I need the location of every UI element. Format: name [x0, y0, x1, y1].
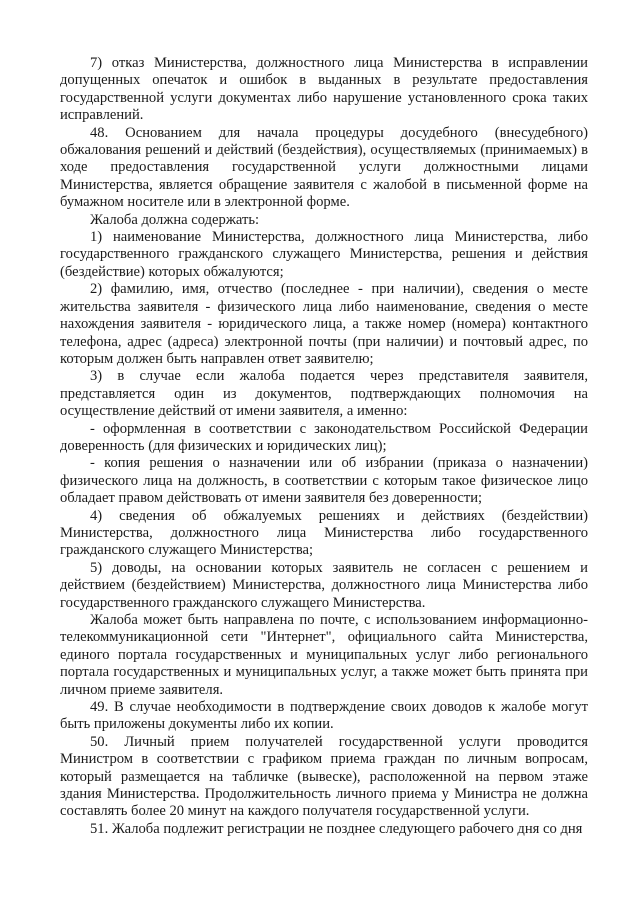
paragraph-item-3-representative: 3) в случае если жалоба подается через представителя заявителя, представляется один из документов, подтверждающих полномочия на осуществление действий от имени заявителя, а именно: — [60, 368, 588, 420]
paragraph-dash-power-of-attorney: - оформленная в соответствии с законодательством Российской Федерации доверенность (для физических и юридических лиц); — [60, 420, 588, 454]
paragraph-item-4-appealed-decisions: 4) сведения об обжалуемых решениях и действиях (бездействии) Министерства, должностного лица Министерства либо государственного гражданского служащего Министерства; — [60, 507, 588, 559]
paragraph-item-5-arguments: 5) доводы, на основании которых заявитель не согласен с решением и действием (бездействием) Министерства, должностного лица Министерства либо государственного гражданского служащего Министерства. — [60, 559, 588, 611]
paragraph-48-grounds: 48. Основанием для начала процедуры досудебного (внесудебного) обжалования решений и действий (бездействия), осуществляемых (принимаемых) в ходе предоставления государственной услуги должностными лицами Министерства, является обращение заявителя с жалобой в письменной форме на бумажном носителе или в электронной форме. — [60, 124, 588, 211]
paragraph-49-attachments: 49. В случае необходимости в подтверждение своих доводов к жалобе могут быть приложены документы либо их копии. — [60, 699, 588, 733]
document-page — [60, 55, 588, 838]
paragraph-complaint-contents-intro: Жалоба должна содержать: — [90, 211, 260, 228]
paragraph-item-1-name: 1) наименование Министерства, должностного лица Министерства, либо государственного гражданского служащего Министерства, решения и действия (бездействие) которых обжалуются; — [60, 229, 588, 280]
paragraph-submission-channels: Жалоба может быть направлена по почте, с использованием информационно-телекоммуникационной сети "Интернет", официального сайта Министерства, единого портала государственных и муниципальных услуг либо регионального портала государственных и муниципальных услуг, а также может быть принята при личном приеме заявителя. — [60, 612, 588, 698]
paragraph-item-2-applicant-details: 2) фамилию, имя, отчество (последнее - при наличии), сведения о месте жительства заявителя - физического лица либо наименование, сведения о месте нахождения заявителя - юридического лица, а также номер (номера) контактного телефона, адрес (адреса) электронной почты (при наличии) и почтовый адрес, по которым должен быть направлен ответ заявителю; — [60, 281, 588, 367]
paragraph-50-personal-reception: 50. Личный прием получателей государственной услуги проводится Министром в соответствии с графиком приема граждан по личным вопросам, который размещается на табличке (вывеске), расположенной на первом этаже здания Министерства. Продолжительность личного приема у Министра не должна составлять более 20 минут на каждого получателя государственной услуги. — [60, 733, 588, 820]
paragraph-item-7-refusal: 7) отказ Министерства, должностного лица Министерства в исправлении допущенных опечаток и ошибок в выданных в результате предоставления государственной услуги документах либо нарушение установленного срока таких исправлений. — [60, 55, 588, 124]
paragraph-dash-appointment-copy: - копия решения о назначении или об избрании (приказа о назначении) физического лица на должность, в соответствии с которым такое физическое лицо обладает правом действовать от имени заявителя без доверенности; — [60, 455, 588, 507]
paragraph-51-registration: 51. Жалоба подлежит регистрации не позднее следующего рабочего дня со дня — [90, 820, 583, 837]
